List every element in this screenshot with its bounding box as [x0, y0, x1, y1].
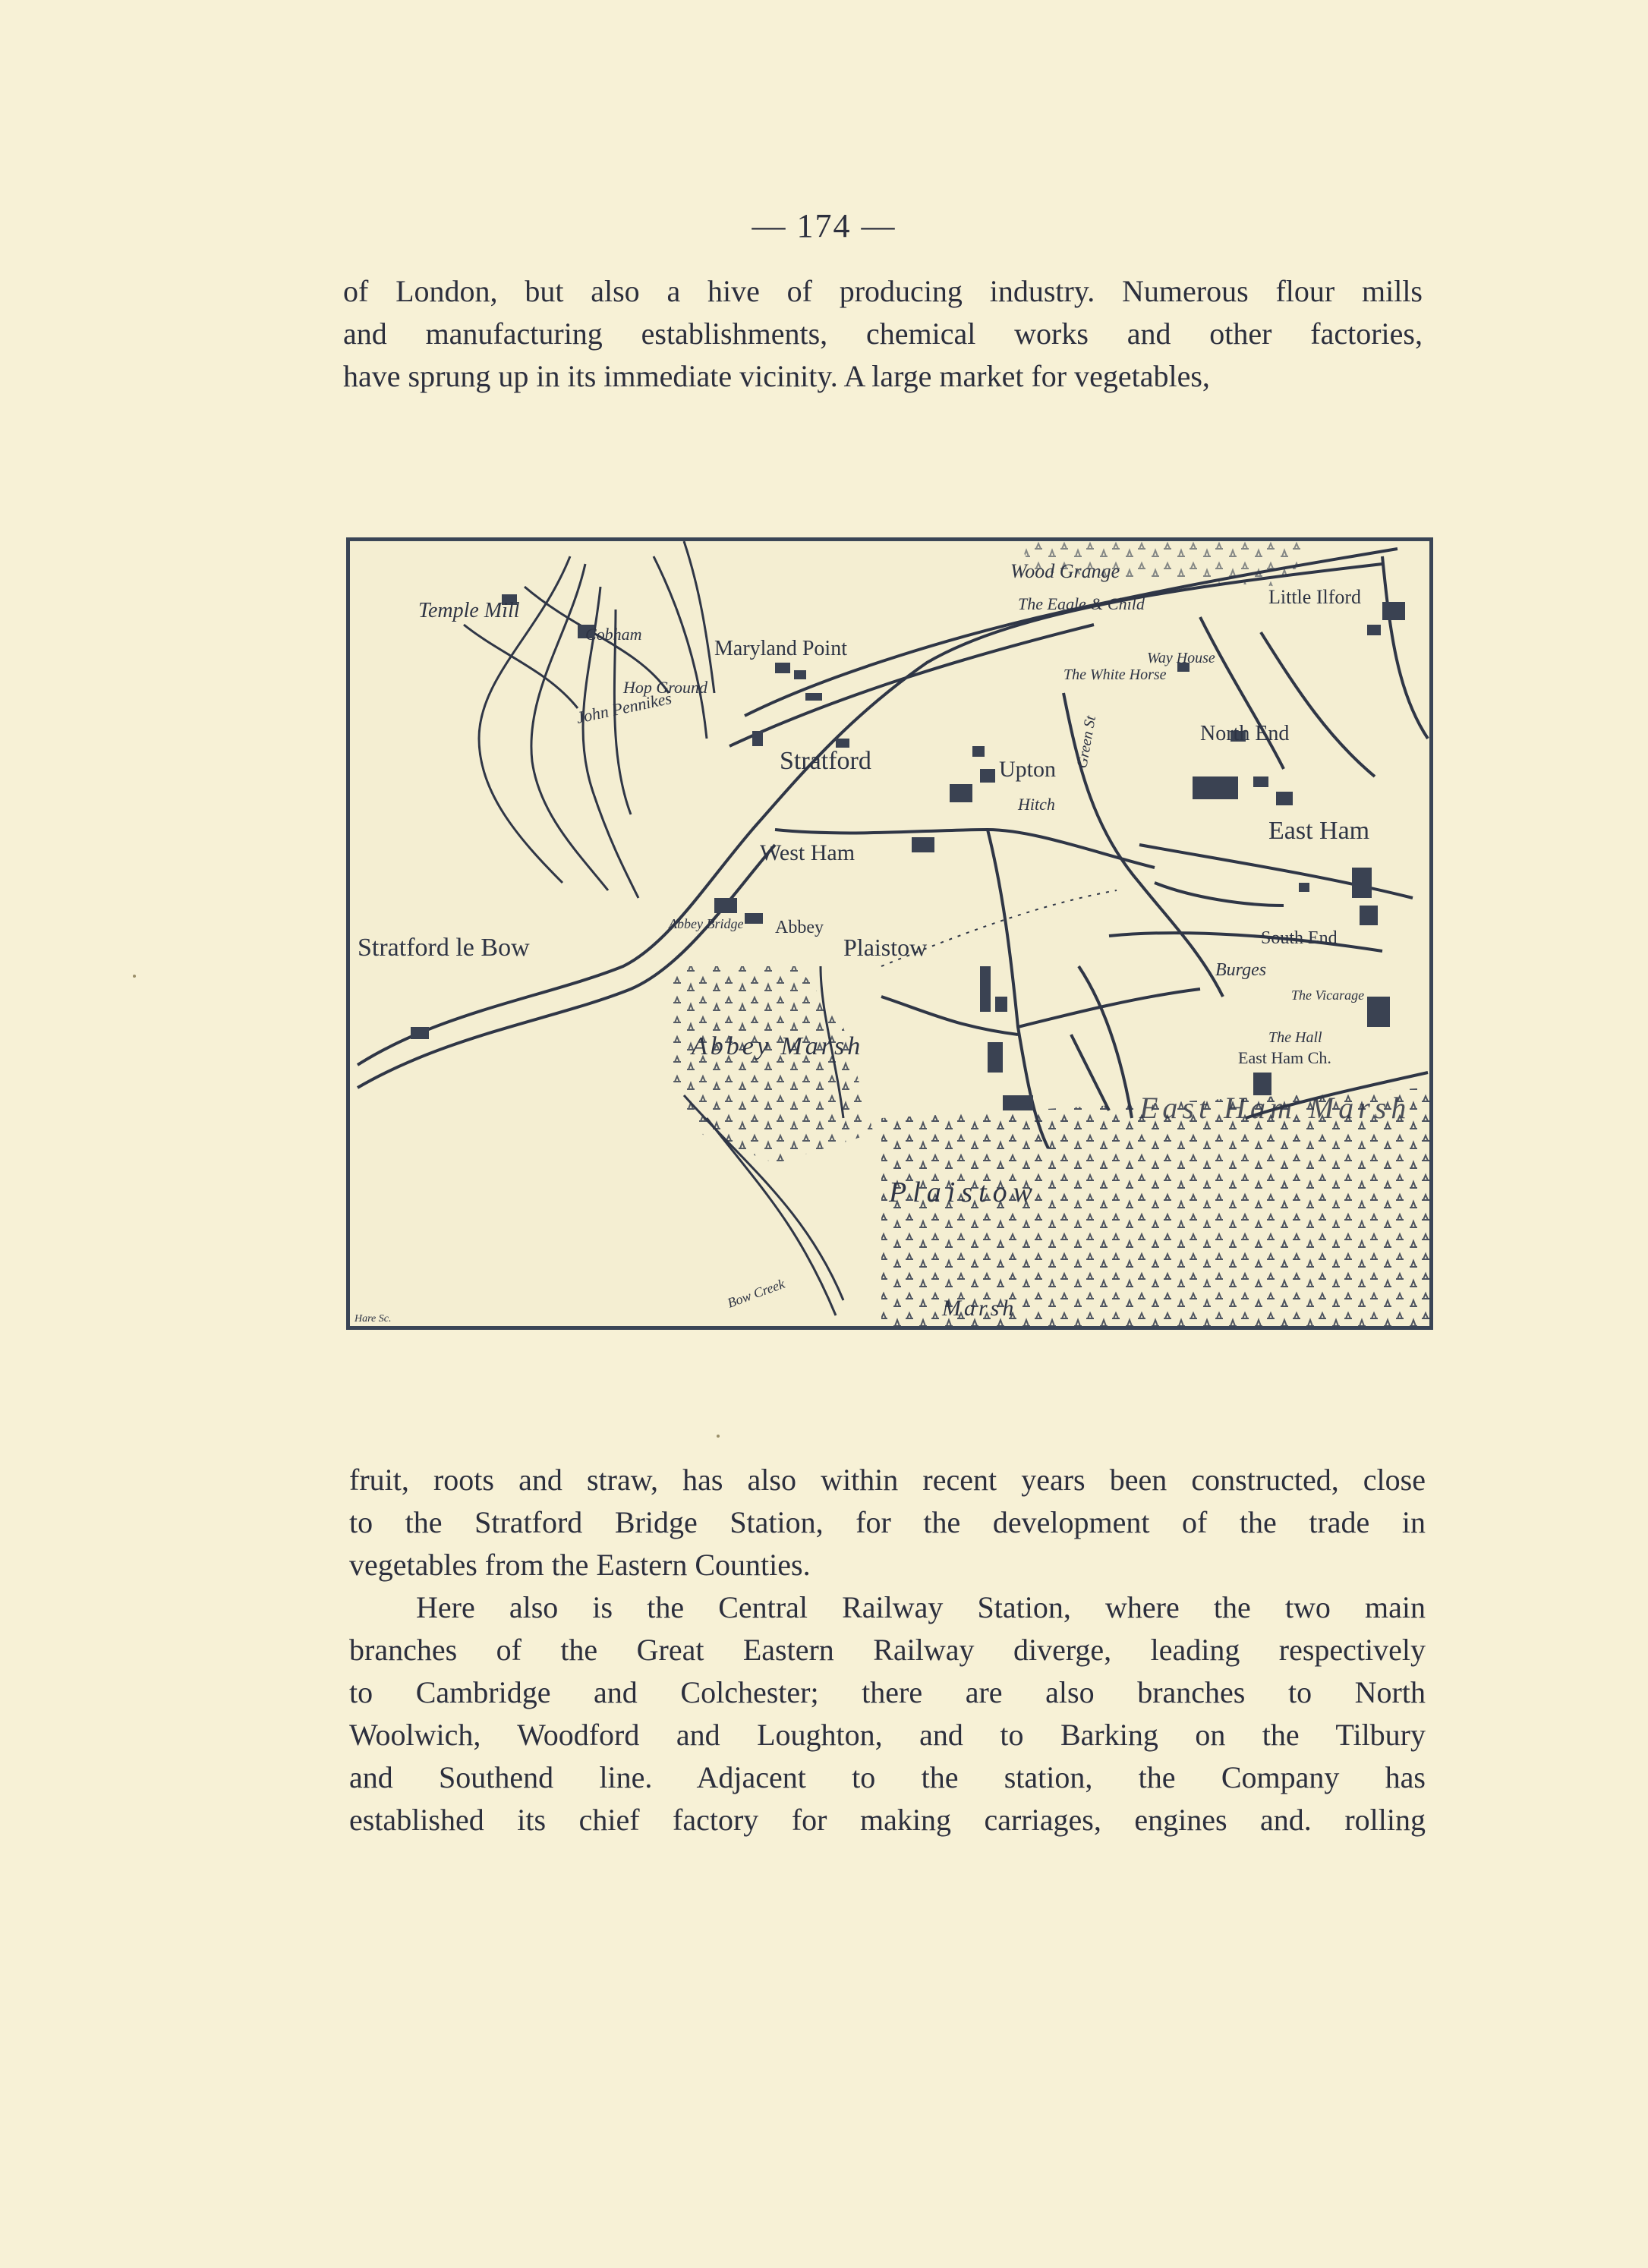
label-wood-grange: Wood Grange — [1010, 560, 1120, 582]
text-line: of London, but also a hive of producing industry. Numerous flour mills — [343, 274, 1423, 308]
label-vicarage: The Vicarage — [1291, 988, 1365, 1003]
label-abbey: Abbey — [775, 918, 824, 937]
text-line: have sprung up in its immediate vicinity. A large market for vegetables, — [343, 359, 1210, 393]
label-abbey-bridge: Abbey Bridge — [669, 916, 744, 931]
text-line: Woolwich, Woodford and Loughton, and to Barking on the Tilbury — [349, 1718, 1426, 1752]
label-north-end: North End — [1200, 722, 1290, 745]
label-hitch: Hitch — [1018, 795, 1055, 814]
paper-speck — [133, 975, 136, 978]
label-cobham: Cobham — [585, 625, 642, 644]
map-illustration — [346, 537, 1433, 1330]
page-number: — 174 — — [752, 207, 896, 244]
label-maryland-point: Maryland Point — [714, 637, 847, 660]
abbey-marsh-area — [669, 966, 874, 1164]
text-line: to Cambridge and Colchester; there are also branches to North — [349, 1675, 1426, 1709]
paragraph-bottom — [349, 1459, 1426, 1841]
label-little-ilford: Little Ilford — [1268, 586, 1362, 608]
buildings — [411, 594, 1405, 1110]
label-east-ham-ch: East Ham Ch. — [1238, 1048, 1331, 1067]
label-white-horse: The White Horse — [1063, 666, 1167, 683]
label-bow-creek: Bow Creek — [725, 1276, 787, 1311]
label-upton: Upton — [999, 757, 1056, 782]
text-line: Here also is the Central Railway Station, where the two main — [416, 1590, 1426, 1624]
label-stratford: Stratford — [780, 747, 871, 775]
label-east-ham: East Ham — [1268, 817, 1370, 845]
text-line: and manufacturing establishments, chemical works and other factories, — [343, 317, 1423, 351]
label-stratford-bow: Stratford le Bow — [358, 934, 530, 962]
paper-speck — [717, 1435, 720, 1438]
label-plaistow-marsh: Plaistow — [889, 1177, 1039, 1208]
label-abbey-marsh: Abbey Marsh — [692, 1032, 864, 1060]
label-temple-mill: Temple Mill — [418, 599, 520, 622]
text-line: vegetables from the Eastern Counties. — [349, 1548, 811, 1582]
label-engraver: Hare Sc. — [354, 1313, 392, 1325]
label-west-ham: West Ham — [760, 840, 856, 865]
label-east-ham-marsh: East Ham Marsh — [1139, 1091, 1411, 1125]
text-line: and Southend line. Adjacent to the station, the Company has — [349, 1760, 1426, 1794]
label-green-st: Green St — [1073, 714, 1100, 770]
text-line: branches of the Great Eastern Railway diverge, leading respectively — [349, 1633, 1426, 1667]
text-line: to the Stratford Bridge Station, for the development of the trade in — [349, 1505, 1426, 1539]
label-burges: Burges — [1215, 960, 1267, 980]
label-south-end: South End — [1261, 928, 1338, 948]
label-the-hall: The Hall — [1268, 1029, 1322, 1046]
label-eagle-child: The Eagle & Child — [1018, 594, 1145, 613]
map-drawing — [350, 541, 1429, 1326]
text-line: fruit, roots and straw, has also within recent years been constructed, close — [349, 1463, 1426, 1497]
label-plaistow-marsh-2: Marsh — [942, 1296, 1017, 1321]
label-hop-ground: Hop Ground — [623, 678, 708, 697]
label-way-house: Way House — [1147, 650, 1215, 666]
label-john-pennikes: John Pennikes — [574, 688, 673, 727]
label-plaistow: Plaistow — [843, 934, 928, 961]
paragraph-top — [343, 270, 1423, 398]
text-line: established its chief factory for making carriages, engines and. rolling — [349, 1803, 1426, 1837]
